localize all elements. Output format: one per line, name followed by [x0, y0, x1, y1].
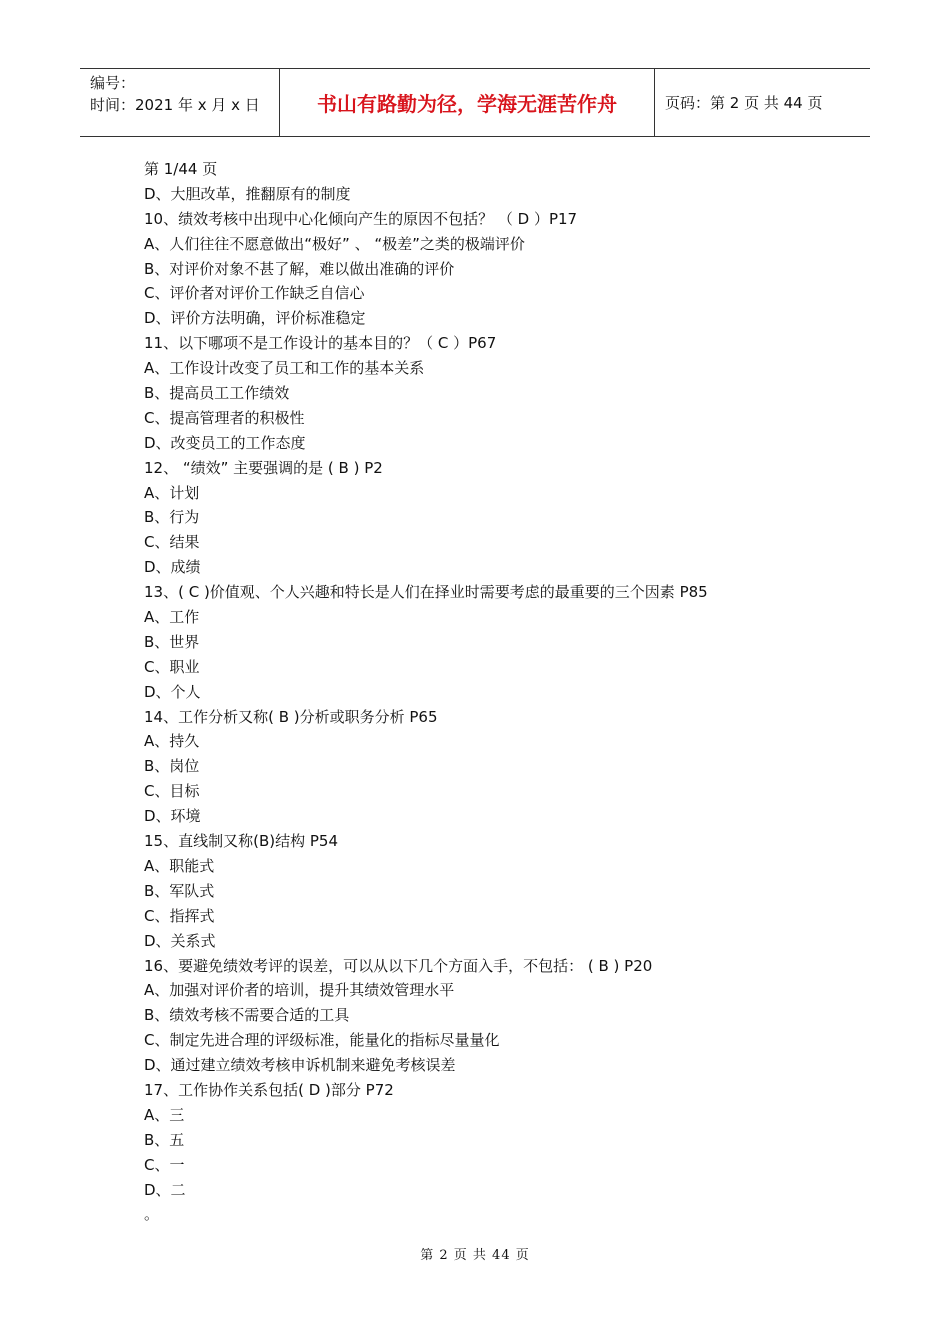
header-meta: [80, 69, 280, 136]
option-line: A、职能式: [144, 856, 215, 875]
question-line: 12、 “绩效” 主要强调的是 ( B ) P2: [144, 458, 383, 477]
header-motto: 书山有路勤为径，学海无涯苦作舟: [280, 69, 655, 136]
question-line: 15、直线制又称(B)结构 P54: [144, 832, 338, 851]
question-line: 13、( C )价值观、个人兴趣和特长是人们在择业时需要考虑的最重要的三个因素 P85: [144, 583, 708, 602]
option-line: C、评价者对评价工作缺乏自信心: [144, 284, 365, 303]
question-line: 16、要避免绩效考评的误差，可以从以下几个方面入手，不包括： ( B ) P20: [144, 956, 653, 975]
option-line: C、提高管理者的积极性: [144, 408, 305, 427]
option-line: C、制定先进合理的评级标准，能量化的指标尽量量化: [144, 1031, 500, 1050]
option-line: A、计划: [144, 483, 200, 502]
number-label: 编号：: [90, 74, 136, 92]
option-line: A、工作: [144, 608, 200, 627]
option-line: C、一: [144, 1155, 185, 1174]
option-line: C、职业: [144, 657, 200, 676]
option-line: B、岗位: [144, 757, 200, 776]
question-line: 10、绩效考核中出现中心化倾向产生的原因不包括？ （ D ）P17: [144, 209, 578, 228]
option-line: D、改变员工的工作态度: [144, 433, 306, 452]
option-line: B、提高员工工作绩效: [144, 384, 290, 403]
option-line: D、环境: [144, 807, 201, 826]
option-line: B、世界: [144, 632, 200, 651]
document-body: [144, 157, 844, 1227]
page-header: [80, 68, 870, 137]
date-line: 时间：2021 年 x 月 x 日: [90, 96, 260, 114]
option-line: B、五: [144, 1130, 185, 1149]
option-line: B、对评价对象不甚了解，难以做出准确的评价: [144, 259, 455, 278]
text-line: 。: [144, 1205, 160, 1224]
option-line: D、评价方法明确，评价标准稳定: [144, 309, 366, 328]
question-line: 17、工作协作关系包括( D )部分 P72: [144, 1080, 394, 1099]
option-line: D、通过建立绩效考核申诉机制来避免考核误差: [144, 1056, 456, 1075]
question-line: 14、工作分析又称( B )分析或职务分析 P65: [144, 707, 438, 726]
page-footer: 第 2 页 共 44 页: [420, 1248, 530, 1263]
option-line: A、持久: [144, 732, 200, 751]
option-line: A、工作设计改变了员工和工作的基本关系: [144, 359, 425, 378]
option-line: B、军队式: [144, 881, 215, 900]
option-line: C、结果: [144, 533, 200, 552]
question-line: 11、以下哪项不是工作设计的基本目的？（ C ）P67: [144, 334, 497, 353]
option-line: D、个人: [144, 682, 201, 701]
text-line: D、大胆改革，推翻原有的制度: [144, 184, 351, 203]
option-line: A、加强对评价者的培训，提升其绩效管理水平: [144, 981, 455, 1000]
option-line: B、行为: [144, 508, 200, 527]
option-line: C、目标: [144, 782, 200, 801]
option-line: C、指挥式: [144, 906, 215, 925]
option-line: D、二: [144, 1180, 186, 1199]
option-line: D、关系式: [144, 931, 216, 950]
text-line: 第 1/44 页: [144, 160, 218, 178]
option-line: A、人们往往不愿意做出“极好” 、 “极差”之类的极端评价: [144, 234, 525, 253]
option-line: A、三: [144, 1105, 185, 1124]
option-line: B、绩效考核不需要合适的工具: [144, 1006, 350, 1025]
header-page-info: 页码：第 2 页 共 44 页: [665, 94, 823, 112]
option-line: D、成绩: [144, 558, 201, 577]
